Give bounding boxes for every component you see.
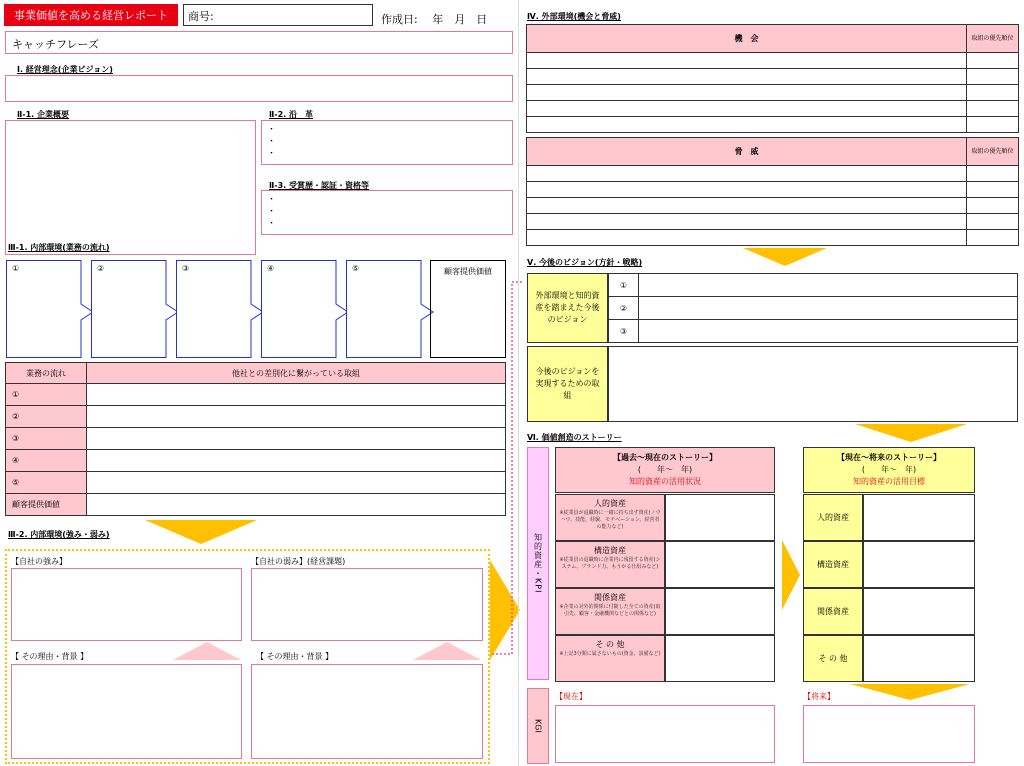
- table-row: [527, 53, 1019, 69]
- table-row: [6, 428, 506, 450]
- priority-cell[interactable]: [967, 214, 1019, 230]
- bullet: ・: [267, 137, 277, 147]
- row-label: ②: [6, 406, 87, 428]
- row-cell[interactable]: [527, 214, 967, 230]
- future-asset-cell[interactable]: [863, 635, 975, 682]
- table-row: [6, 450, 506, 472]
- weaknesses-box[interactable]: [251, 568, 483, 641]
- right-arrow: [782, 540, 800, 610]
- awards-box[interactable]: [261, 190, 513, 235]
- table-row: [609, 320, 1018, 343]
- past-years: ( 年～ 年): [637, 465, 693, 474]
- row-label: ①: [6, 384, 87, 406]
- section-4-title: Ⅳ. 外部環境(機会と脅威): [527, 12, 621, 21]
- table-row: [6, 384, 506, 406]
- weaknesses-label: 【自社の弱み】(経営課題): [251, 557, 346, 566]
- flow-step-number: ②: [97, 264, 105, 273]
- past-asset-label: [555, 494, 665, 541]
- flow-step-number: ⑤: [352, 264, 360, 273]
- section-3-2-title: Ⅲ-2. 内部環境(強み・弱み): [8, 530, 110, 539]
- table-row: [527, 182, 1019, 198]
- asset-desc: ※従業員が退職時に一緒に持ち出す資産(ノウハウ、技能、経験、モチベーション、経営者の能力など): [559, 510, 661, 530]
- future-subtitle: 知的資産の活用目標: [853, 477, 925, 486]
- asset-desc: ※従業員の退職時に企業内に残留する資産(システム、ブランド力、もうかる仕組みなど): [559, 557, 661, 570]
- priority-cell[interactable]: [967, 230, 1019, 246]
- col-header-differentiation: 他社との差別化に繋がっている取組: [87, 363, 506, 384]
- vision-cell[interactable]: [639, 297, 1018, 320]
- priority-header: 取組の優先順位: [967, 138, 1019, 166]
- section-3-1-title: Ⅲ-1. 内部環境(業務の流れ): [8, 243, 110, 252]
- vision-action-box[interactable]: [608, 346, 1018, 422]
- bullet: ・: [267, 195, 277, 205]
- flow-step[interactable]: [6, 260, 95, 358]
- flow-step[interactable]: [346, 260, 435, 358]
- future-asset-label: 構造資産: [803, 541, 863, 588]
- past-asset-cell[interactable]: [665, 541, 775, 588]
- kgi-future-box[interactable]: [803, 705, 975, 763]
- row-cell[interactable]: [87, 494, 506, 516]
- past-subtitle: 知的資産の活用状況: [629, 477, 701, 486]
- future-story-header: [803, 447, 975, 493]
- row-cell[interactable]: [87, 450, 506, 472]
- row-cell[interactable]: [527, 117, 967, 133]
- table-row: [527, 85, 1019, 101]
- vision-box[interactable]: [5, 75, 513, 102]
- vision-number: ③: [609, 320, 639, 343]
- flow-step[interactable]: [261, 260, 350, 358]
- table-row: [527, 69, 1019, 85]
- past-title: 【過去～現在のストーリー】: [613, 453, 717, 462]
- table-row: [6, 472, 506, 494]
- strengths-label: 【自社の強み】: [11, 557, 67, 566]
- table-row: [609, 297, 1018, 320]
- future-years: ( 年～ 年): [861, 465, 917, 474]
- asset-name: 人的資産: [594, 499, 626, 508]
- row-cell[interactable]: [87, 428, 506, 450]
- table-row: [527, 230, 1019, 246]
- table-row: [6, 406, 506, 428]
- down-arrow: [855, 424, 967, 442]
- asset-desc: ※上記3分類に属さないもの(資金、設備など): [559, 651, 661, 657]
- future-title: 【現在～将来のストーリー】: [837, 453, 941, 462]
- strengths-box[interactable]: [11, 568, 242, 641]
- kgi-side-label: KGI: [527, 688, 549, 764]
- row-cell[interactable]: [527, 69, 967, 85]
- priority-cell[interactable]: [967, 53, 1019, 69]
- row-cell[interactable]: [527, 198, 967, 214]
- flow-step-number: ①: [12, 264, 20, 273]
- priority-cell[interactable]: [967, 182, 1019, 198]
- past-asset-cell[interactable]: [665, 588, 775, 635]
- row-cell[interactable]: [527, 230, 967, 246]
- future-asset-label: そ の 他: [803, 635, 863, 682]
- row-label: ⑤: [6, 472, 87, 494]
- table-row: [527, 166, 1019, 182]
- row-cell[interactable]: [87, 406, 506, 428]
- vision-label: 外部環境と知的資産を踏まえた今後のビジョン: [527, 273, 608, 343]
- section-5-title: Ⅴ. 今後のビジョン(方針・戦略): [527, 258, 643, 267]
- table-row: [527, 198, 1019, 214]
- past-asset-label: [555, 541, 665, 588]
- row-cell[interactable]: [527, 53, 967, 69]
- priority-cell[interactable]: [967, 117, 1019, 133]
- priority-cell[interactable]: [967, 166, 1019, 182]
- vision-cell[interactable]: [639, 274, 1018, 297]
- vision-action-label: 今後のビジョンを実現するための取組: [527, 346, 608, 422]
- kgi-now-label: 【現在】: [555, 692, 587, 701]
- section-6-title: Ⅵ. 価値創造のストーリー: [527, 433, 622, 442]
- down-arrow: [743, 248, 827, 266]
- kpi-side-label: 知的資産・KPI: [527, 447, 549, 680]
- created-date: 作成日: 年 月 日: [381, 13, 488, 26]
- report-title: 事業価値を高める経営レポート: [4, 4, 178, 26]
- priority-cell[interactable]: [967, 198, 1019, 214]
- shogo-field[interactable]: 商号:: [183, 4, 373, 26]
- reason-label-2: 【 その理由・背景 】: [256, 652, 334, 661]
- table-row: [527, 101, 1019, 117]
- dotted-connector: [490, 278, 530, 658]
- down-arrow: [145, 520, 257, 544]
- kgi-future-label: 【将来】: [803, 692, 835, 701]
- past-asset-cell[interactable]: [665, 635, 775, 682]
- future-asset-cell[interactable]: [863, 588, 975, 635]
- bullet: ・: [267, 149, 277, 159]
- past-asset-cell[interactable]: [665, 494, 775, 541]
- table-row: [527, 214, 1019, 230]
- flow-step[interactable]: [91, 260, 180, 358]
- row-label: ④: [6, 450, 87, 472]
- kgi-now-box[interactable]: [555, 705, 775, 763]
- asset-name: そ の 他: [595, 640, 625, 649]
- section-2-2-title: Ⅱ-2. 沿 革: [269, 110, 313, 119]
- reason-box-1[interactable]: [11, 664, 242, 759]
- flow-step-number: ④: [267, 264, 275, 273]
- row-cell[interactable]: [87, 384, 506, 406]
- company-overview-box[interactable]: [5, 120, 256, 255]
- asset-name: 構造資産: [594, 546, 626, 555]
- up-arrow: [173, 642, 241, 660]
- vision-cell[interactable]: [639, 320, 1018, 343]
- flow-step-number: ③: [182, 264, 190, 273]
- flow-customer-value[interactable]: 顧客提供価値: [430, 260, 506, 358]
- row-cell[interactable]: [87, 472, 506, 494]
- bullet: ・: [267, 125, 277, 135]
- catchphrase-box[interactable]: キャッチフレーズ: [5, 31, 513, 54]
- threats-header: 脅 威: [527, 138, 967, 166]
- vision-table: [608, 273, 1018, 343]
- up-arrow: [413, 642, 481, 660]
- down-arrow: [850, 684, 970, 700]
- priority-cell[interactable]: [967, 69, 1019, 85]
- table-row: [527, 117, 1019, 133]
- row-label: ③: [6, 428, 87, 450]
- table-row: [609, 274, 1018, 297]
- past-asset-label: [555, 635, 665, 682]
- flow-step[interactable]: [176, 260, 265, 358]
- vision-number: ②: [609, 297, 639, 320]
- vision-number: ①: [609, 274, 639, 297]
- section-1-title: Ⅰ. 経営理念(企業ビジョン): [17, 65, 113, 74]
- reason-box-2[interactable]: [251, 664, 483, 759]
- priority-cell[interactable]: [967, 85, 1019, 101]
- row-cell[interactable]: [527, 166, 967, 182]
- priority-cell[interactable]: [967, 101, 1019, 117]
- opportunities-header: 機 会: [527, 25, 967, 53]
- future-asset-label: 人的資産: [803, 494, 863, 541]
- row-cell[interactable]: [527, 182, 967, 198]
- future-asset-cell[interactable]: [863, 541, 975, 588]
- future-asset-label: 関係資産: [803, 588, 863, 635]
- bullet: ・: [267, 207, 277, 217]
- asset-name: 関係資産: [594, 593, 626, 602]
- bullet: ・: [267, 219, 277, 229]
- row-cell[interactable]: [527, 85, 967, 101]
- opportunities-table: [526, 24, 1019, 133]
- row-label: 顧客提供価値: [6, 494, 87, 516]
- reason-label-1: 【 その理由・背景 】: [11, 652, 89, 661]
- business-flow-table: [5, 362, 506, 516]
- history-box[interactable]: [261, 120, 513, 165]
- threats-table: [526, 137, 1019, 246]
- section-2-1-title: Ⅱ-1. 企業概要: [17, 110, 69, 119]
- row-cell[interactable]: [527, 101, 967, 117]
- past-asset-label: [555, 588, 665, 635]
- asset-desc: ※企業の対外的関係に付随した全ての資産(取引先、顧客・金融機関などとの関係など): [559, 604, 661, 617]
- priority-header: 取組の優先順位: [967, 25, 1019, 53]
- table-row: [6, 494, 506, 516]
- col-header-flow: 業務の流れ: [6, 363, 87, 384]
- center-divider: [518, 0, 519, 766]
- past-story-header: [555, 447, 775, 493]
- section-2-3-title: Ⅱ-3. 受賞歴・認証・資格等: [269, 181, 369, 190]
- future-asset-cell[interactable]: [863, 494, 975, 541]
